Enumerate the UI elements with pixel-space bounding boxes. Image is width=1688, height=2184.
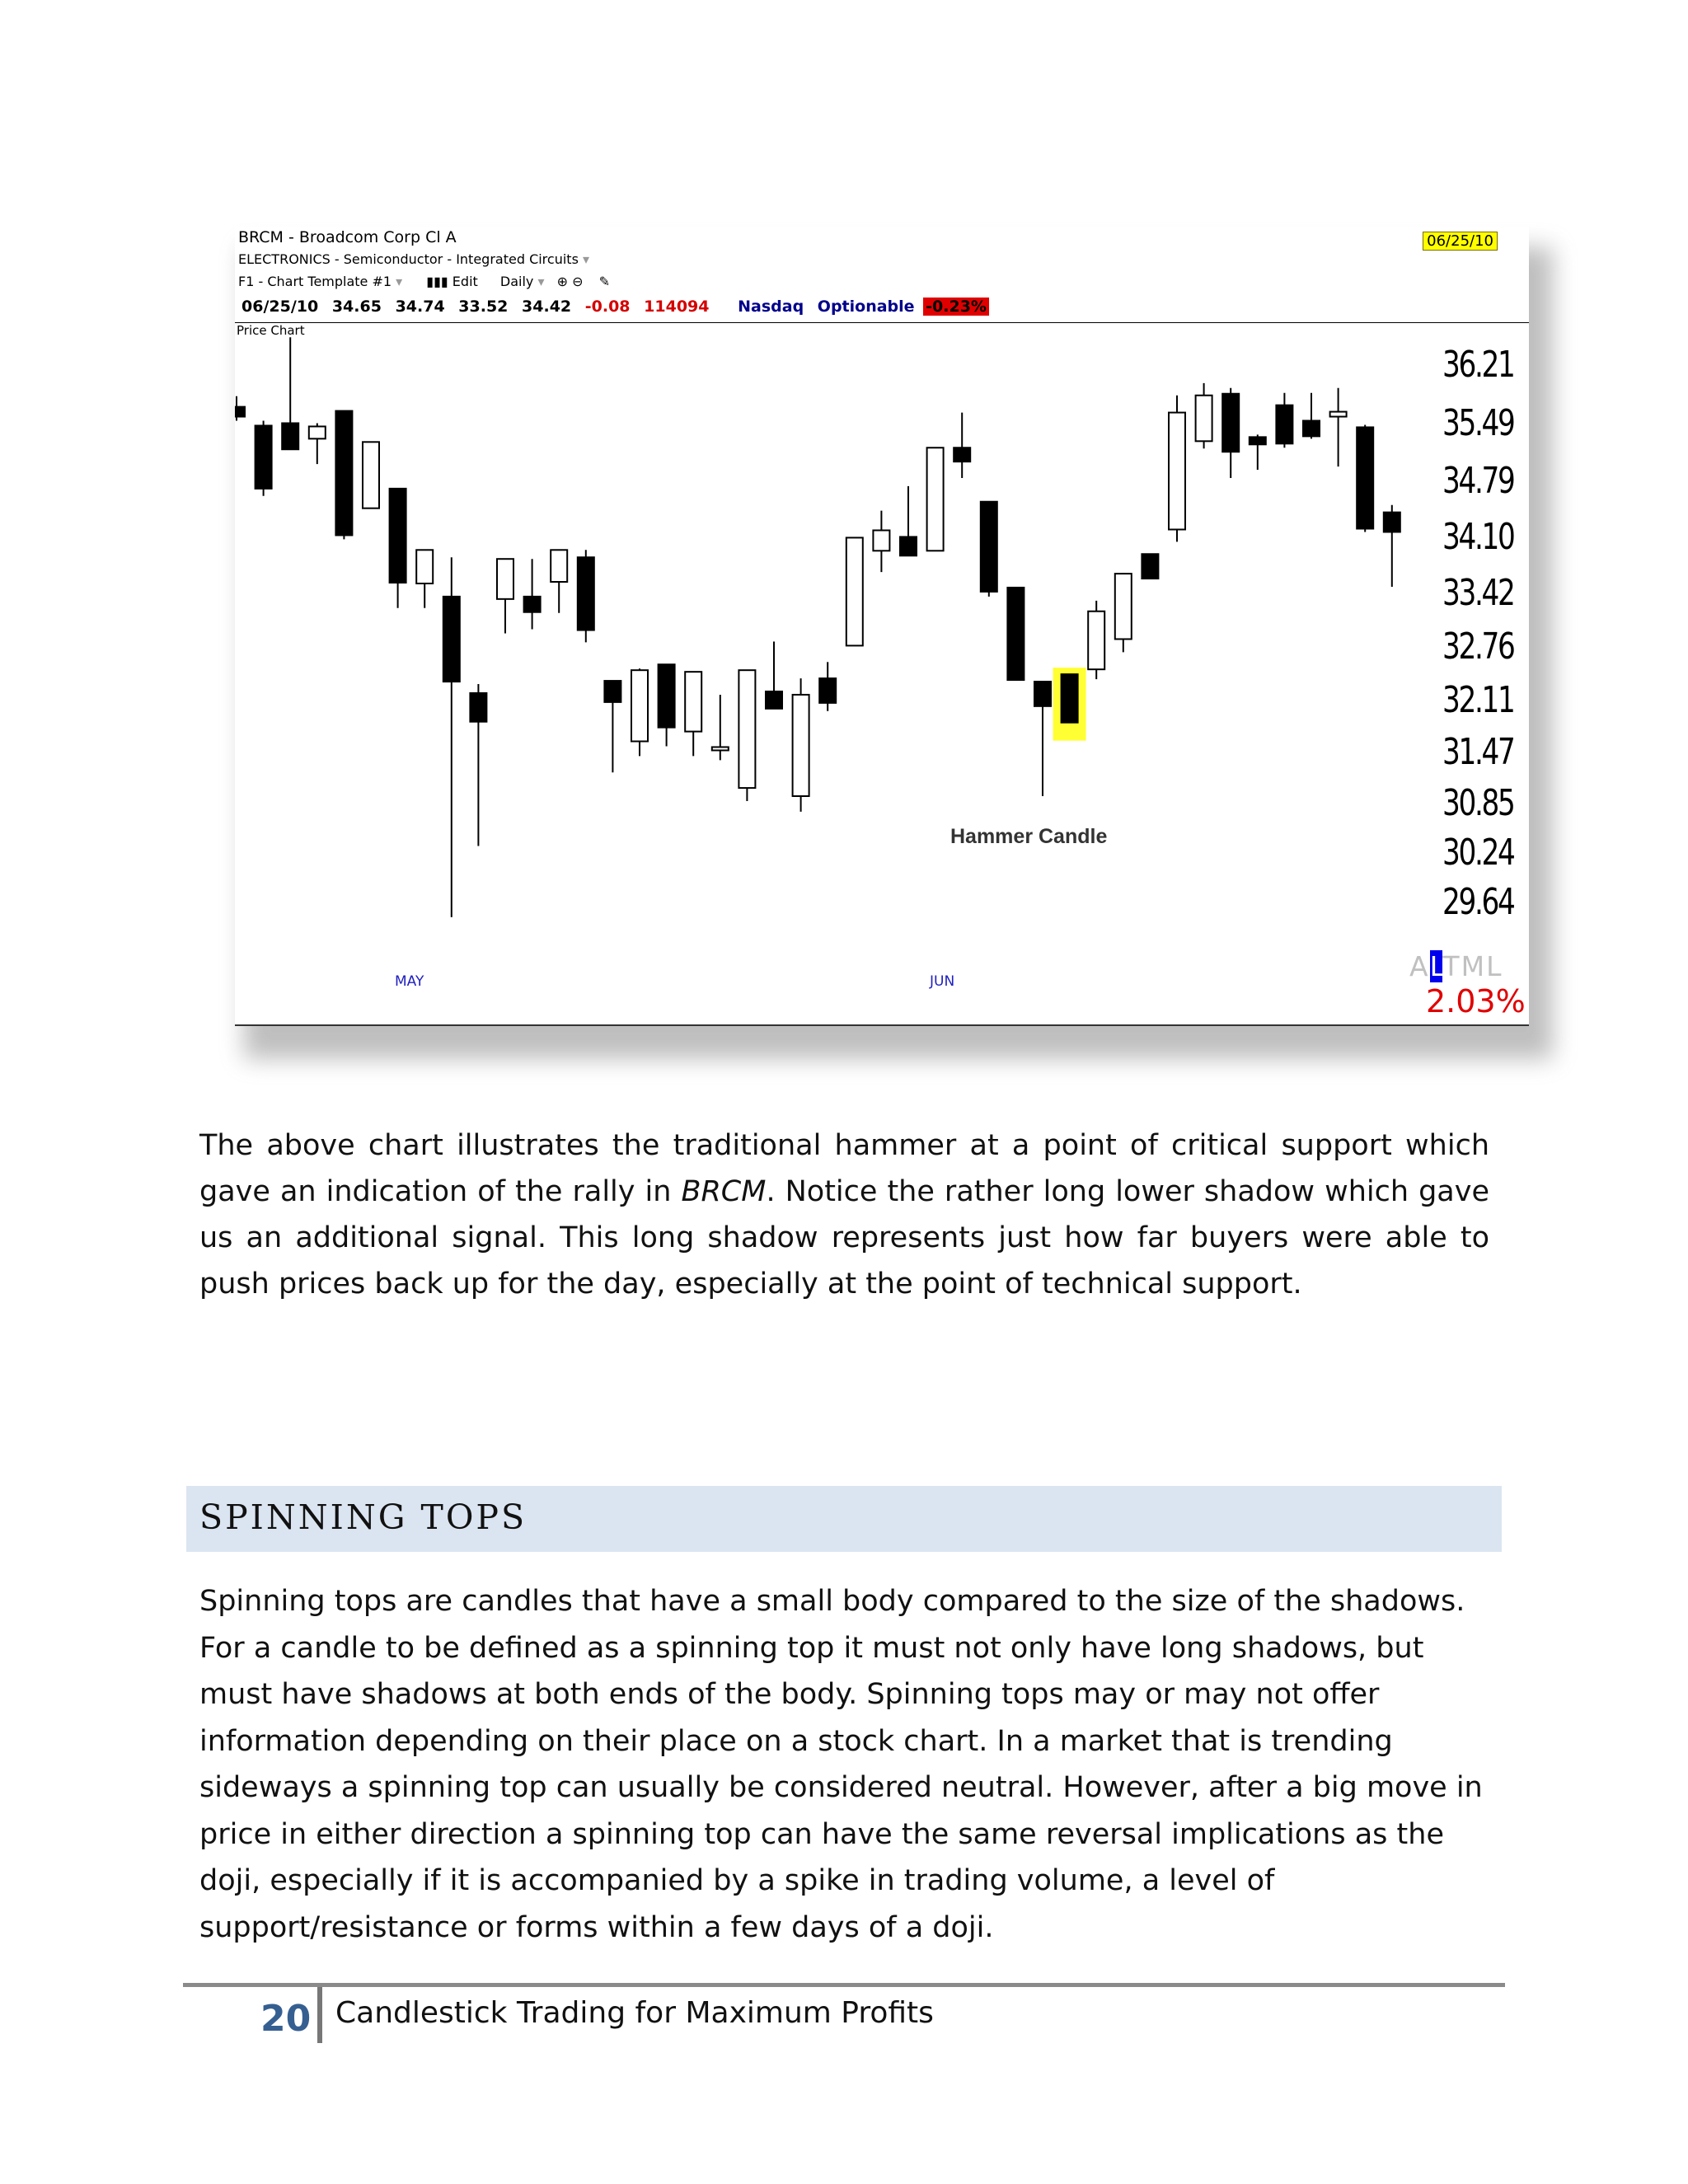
candle	[1007, 588, 1024, 680]
candle	[416, 550, 433, 607]
candle-body-bearish	[443, 597, 460, 682]
section-header	[186, 1486, 1502, 1552]
scale-mode-l[interactable]: L	[1486, 950, 1503, 982]
candle	[738, 670, 755, 801]
scale-percent: 2.03%	[1426, 983, 1526, 1019]
candle	[443, 557, 460, 917]
panel-label: Price Chart	[237, 323, 305, 338]
paragraph-hammer-text-1: The above chart illustrates the traditional hammer at a point of critical support which gave an indication of the rally in	[199, 1129, 1489, 1208]
edit-button[interactable]: Edit	[452, 274, 478, 289]
candle-body-bearish	[256, 425, 272, 488]
candle	[1034, 682, 1051, 796]
candle-body-bearish	[1276, 405, 1292, 444]
candle-body-bullish	[1088, 612, 1104, 669]
candle	[927, 448, 944, 551]
scale-mode-m[interactable]: M	[1461, 950, 1487, 982]
y-tick-label: 30.24	[1442, 832, 1514, 874]
candle-body-bearish	[1250, 437, 1266, 444]
quote-low: 33.52	[458, 298, 509, 316]
candle-body-bearish	[1384, 513, 1400, 532]
candle	[335, 411, 352, 540]
candle	[1115, 573, 1132, 652]
pct-change-badge: -0.23%	[923, 298, 989, 316]
y-tick-label: 35.49	[1442, 402, 1514, 445]
quote-change: -0.08	[584, 298, 631, 316]
candle-body-bullish	[551, 550, 567, 582]
candle-body-bearish	[900, 537, 917, 555]
candlestick-plot	[235, 227, 1529, 1024]
candle	[282, 337, 298, 449]
quote-high: 34.74	[395, 298, 445, 316]
candle-body-bearish	[1222, 394, 1239, 452]
candle	[1384, 505, 1400, 587]
candle	[1088, 601, 1104, 679]
candle	[1142, 554, 1158, 579]
candle-body-bullish	[685, 672, 701, 731]
candle-body-bullish	[927, 448, 944, 551]
candle	[954, 413, 970, 478]
y-tick-label: 34.79	[1442, 459, 1514, 502]
sector-label: ELECTRONICS - Semiconductor - Integrated Circuits	[238, 251, 579, 267]
candle	[604, 681, 621, 772]
candle	[846, 537, 863, 645]
candle	[1303, 393, 1320, 439]
y-tick-label: 32.11	[1442, 678, 1514, 721]
candle-body-bearish	[524, 597, 541, 612]
candle	[900, 486, 917, 555]
footer-rule	[183, 1983, 1505, 1987]
candle-body-bullish	[497, 559, 513, 599]
quote-open: 34.65	[331, 298, 382, 316]
y-tick-label: 33.42	[1442, 571, 1514, 614]
scale-mode-t[interactable]: T	[1442, 950, 1461, 982]
footer-separator	[317, 1987, 322, 2043]
quote-close: 34.42	[522, 298, 572, 316]
chevron-down-icon[interactable]: ▾	[537, 274, 545, 289]
y-tick-label: 36.21	[1442, 344, 1514, 386]
chevron-down-icon[interactable]: ▾	[583, 251, 590, 267]
candle-body-bearish	[1062, 674, 1078, 723]
page-number: 20	[260, 1998, 312, 2040]
chart-template-select[interactable]: F1 - Chart Template #1	[238, 274, 392, 289]
candle-body-bullish	[1330, 412, 1347, 417]
bar-chart-icon[interactable]: ▮▮▮	[426, 274, 448, 289]
candle	[1276, 393, 1292, 448]
optionable-label: Optionable	[817, 298, 915, 316]
x-label-may: MAY	[395, 973, 424, 990]
candle-body-bullish	[631, 670, 648, 741]
paragraph-spinning-tops: Spinning tops are candles that have a small body compared to the size of the shadows. For a candle to be defined as a spinning top it must not only have long shadows, but must have shadows at both ends of the body. Spinning tops may or may not offer information depending on their place on a stock chart. In a market that is trending sideways a spinning top can usually be considered neutral. However, after a big move in price in either direction a spinning top can have the same reversal implications as the doji, especially if it is accompanied by a spike in trading volume, a level of support/resistance or forms within a few days of a doji.	[199, 1585, 1483, 1944]
candle-body-bullish	[1169, 413, 1185, 530]
candle	[659, 664, 675, 746]
candle	[1196, 383, 1212, 448]
candle-body-bearish	[981, 502, 997, 592]
candle	[256, 420, 272, 495]
candle	[793, 678, 809, 812]
y-tick-label: 31.47	[1442, 731, 1514, 774]
candle-body-bearish	[604, 681, 621, 702]
section-title: SPINNING TOPS	[199, 1497, 528, 1537]
candle	[1357, 424, 1373, 532]
candle-body-bullish	[1196, 396, 1212, 442]
hammer-annotation: Hammer Candle	[950, 825, 1108, 848]
zoom-in-icon[interactable]: ⊕	[556, 274, 568, 289]
scale-mode-a[interactable]: A	[1409, 950, 1430, 982]
candle-body-bullish	[363, 442, 379, 508]
candle-body-bearish	[819, 678, 836, 703]
candle-body-bearish	[282, 423, 298, 449]
period-select[interactable]: Daily	[499, 274, 534, 289]
candle	[1169, 396, 1185, 542]
candle	[235, 396, 245, 421]
candle-body-bearish	[1007, 588, 1024, 680]
candle-body-bullish	[846, 537, 863, 645]
candle-body-bullish	[1115, 574, 1132, 639]
candle-body-bearish	[335, 411, 352, 536]
quote-date: 06/25/10	[241, 298, 319, 316]
candle	[363, 442, 379, 508]
paragraph-hammer-text-2: . Notice the rather long lower shadow which gave us an additional signal. This long shadow represents just how far buyers were able to push prices back up for the day, especially at the point of technical support.	[199, 1175, 1489, 1301]
candle-body-bearish	[235, 407, 245, 417]
candle-body-bullish	[712, 747, 729, 750]
candle-body-bearish	[1357, 427, 1373, 528]
candle	[578, 550, 594, 642]
candle	[524, 559, 541, 629]
y-tick-label: 32.76	[1442, 626, 1514, 668]
exchange-label: Nasdaq	[738, 298, 804, 316]
candle-body-bearish	[390, 489, 406, 583]
paragraph-hammer-ticker: BRCM	[681, 1175, 767, 1208]
candle-body-bullish	[793, 695, 809, 796]
y-tick-label: 30.85	[1442, 781, 1514, 824]
candle	[1222, 388, 1239, 478]
y-tick-label: 34.10	[1442, 516, 1514, 559]
candle	[873, 511, 889, 572]
scale-mode-l-selected[interactable]: L	[1429, 950, 1443, 982]
candle	[390, 489, 406, 608]
candle-body-bullish	[738, 670, 755, 788]
candle	[470, 684, 486, 846]
candle	[1250, 434, 1266, 470]
candle-body-bearish	[470, 693, 486, 722]
y-tick-label: 29.64	[1442, 881, 1514, 923]
chart-symbol-line: BRCM - Broadcom Corp Cl A	[238, 228, 457, 246]
candle-body-bearish	[578, 557, 594, 630]
quote-volume: 114094	[644, 298, 710, 316]
candle	[685, 672, 701, 756]
x-label-jun: JUN	[930, 973, 955, 990]
zoom-out-icon[interactable]: ⊖	[572, 274, 584, 289]
candle	[766, 641, 782, 708]
candle-body-bearish	[954, 448, 970, 462]
candle-body-bearish	[1034, 682, 1051, 706]
candle-body-bearish	[659, 664, 675, 727]
candle	[497, 559, 513, 633]
candle-body-bearish	[1142, 554, 1158, 579]
candle	[551, 550, 567, 612]
candle	[819, 662, 836, 711]
stock-chart	[235, 227, 1529, 1026]
pencil-icon[interactable]: ✎	[598, 274, 610, 289]
candle-body-bearish	[766, 691, 782, 709]
candle	[1330, 388, 1347, 466]
chevron-down-icon[interactable]: ▾	[396, 274, 403, 289]
candle	[1062, 674, 1078, 723]
candle-body-bullish	[416, 550, 433, 583]
paragraph-hammer	[199, 1122, 1489, 1307]
candle	[712, 695, 729, 760]
scale-mode-selector[interactable]	[1409, 950, 1503, 982]
candle	[981, 502, 997, 597]
date-badge: 06/25/10	[1423, 232, 1498, 251]
footer-book-title: Candlestick Trading for Maximum Profits	[335, 1996, 934, 2030]
candle-body-bullish	[873, 530, 889, 551]
candle-body-bullish	[309, 426, 326, 438]
candle	[309, 423, 326, 464]
candle	[631, 668, 648, 756]
candle-body-bearish	[1303, 420, 1320, 436]
